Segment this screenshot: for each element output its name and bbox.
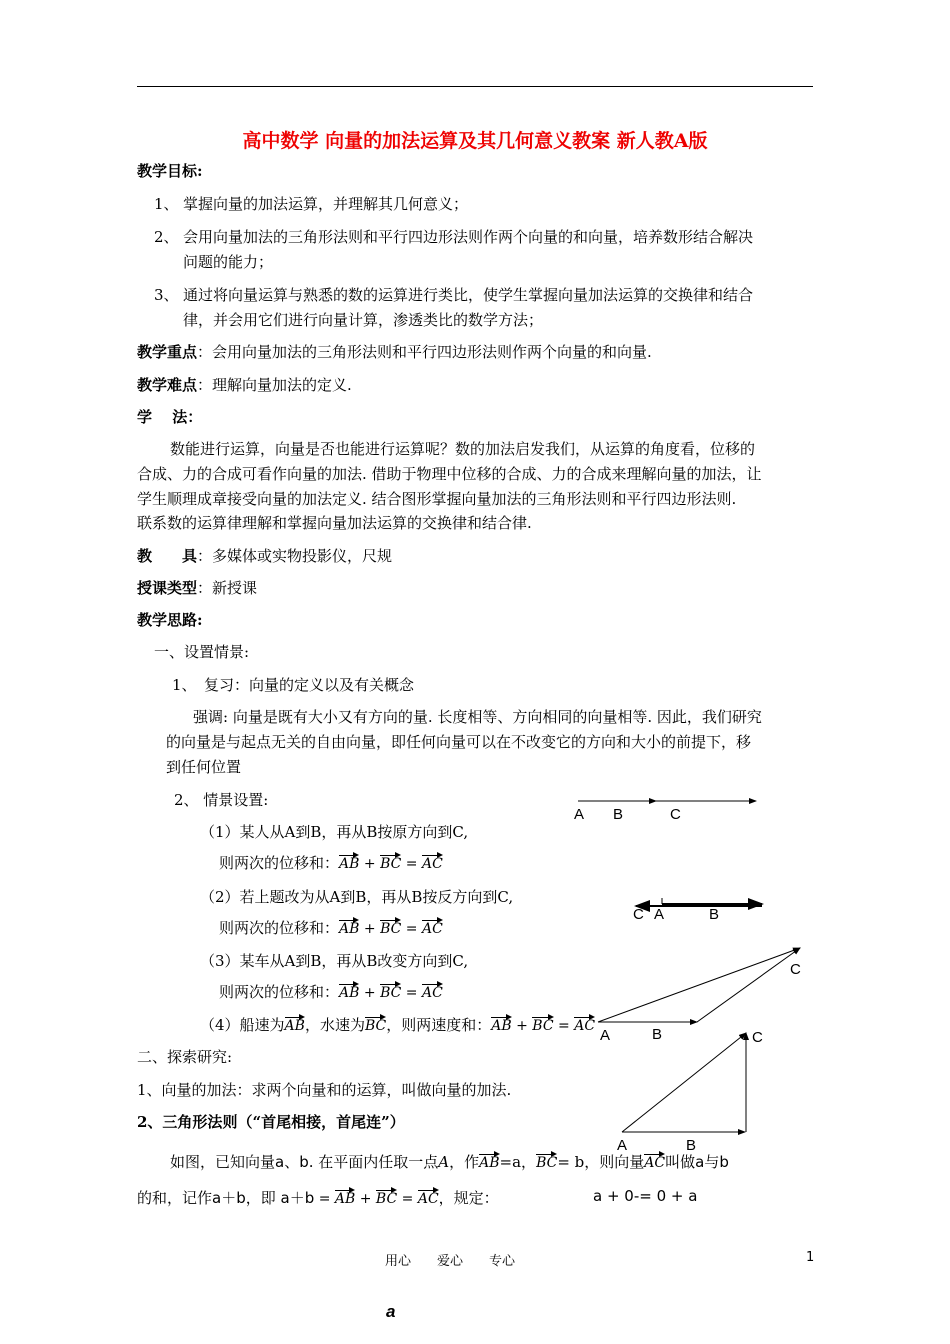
goal-1-num: 1、 (154, 195, 179, 213)
fig4-label-b: B (686, 1137, 697, 1154)
review-line: 1、 复习：向量的定义以及有关概念 (172, 676, 415, 694)
fig3-vector-ac (598, 948, 800, 1022)
triangle-rule: 2、三角形法则（“首尾相接，首尾连”） (137, 1113, 405, 1131)
fig4-label-a: A (617, 1137, 628, 1154)
lesson-type: 授课类型：新授课 (137, 579, 258, 597)
fig3-vector-bc (697, 948, 800, 1022)
zero-vector-rule: a + 0-= 0 + a (593, 1187, 698, 1205)
fig1-label-a: A (574, 806, 585, 823)
goal-1-text: 掌握向量的加法运算，并理解其几何意义； (183, 195, 469, 213)
section1-heading: 一、设置情景: (154, 643, 250, 661)
case-3-question: （3）某车从A到B，再从B改变方向到C, (200, 952, 469, 970)
case-1-question: （1）某人从A到B，再从B按原方向到C, (200, 823, 469, 841)
method-line-4: 联系数的运算律理解和掌握向量加法运算的交换律和结合律. (137, 514, 532, 532)
footer-motto: 用心 爱心 专心 (385, 1254, 516, 1269)
goals-heading: 教学目标: (137, 162, 203, 180)
case-1-result: 则两次的位移和：AB + BC = AC (219, 854, 443, 872)
emphasis-line-3: 到任何位置 (166, 758, 242, 776)
goal-2-text-cont: 问题的能力； (183, 253, 274, 271)
section2-heading: 二、探索研究: (137, 1048, 233, 1066)
page-number: 1 (806, 1250, 815, 1265)
goal-3-num: 3、 (154, 286, 179, 304)
fig2-label-a: A (654, 906, 665, 923)
case-4: （4）船速为AB，水速为BC，则两速度和：AB + BC = AC (200, 1016, 596, 1034)
approach-heading: 教学思路: (137, 611, 203, 629)
fig4-vector-ac (622, 1033, 746, 1132)
goal-3-text-cont: 律，并会用它们进行向量计算，渗透类比的数学方法； (183, 311, 544, 329)
fig1-label-b: B (613, 806, 624, 823)
addition-definition: 1、向量的加法：求两个向量和的运算，叫做向量的加法. (137, 1081, 512, 1099)
case-2-question: （2）若上题改为从A到B，再从B按反方向到C, (200, 888, 514, 906)
fig3-label-a: A (600, 1027, 611, 1044)
page-title: 高中数学 向量的加法运算及其几何意义教案 新人教A版 (242, 130, 708, 152)
method-line-2: 合成、力的合成可看作向量的加法. 借助于物理中位移的合成、力的合成来理解向量的加法，让 (137, 465, 762, 483)
goal-3-text: 通过将向量运算与熟悉的数的运算进行类比，使学生掌握向量加法运算的交换律和结合 (183, 286, 754, 304)
case-3-result: 则两次的位移和：AB + BC = AC (219, 983, 443, 1001)
triangle-rule-para-2: 的和，记作a＋b，即 a＋b = AB + BC = AC，规定： (137, 1189, 499, 1207)
fig3-label-c: C (790, 961, 801, 978)
difficulty: 教学难点：理解向量加法的定义. (137, 376, 352, 394)
goal-2-text: 会用向量加法的三角形法则和平行四边形法则作两个向量的和向量，培养数形结合解决 (183, 228, 754, 246)
key-point: 教学重点：会用向量加法的三角形法则和平行四边形法则作两个向量的和向量. (137, 343, 652, 361)
footer-mark: a (386, 1302, 396, 1321)
method-heading: 学 法： (137, 408, 203, 426)
fig2-label-b: B (709, 906, 720, 923)
method-line-1: 数能进行运算，向量是否也能进行运算呢？数的加法启发我们，从运算的角度看，位移的 (170, 440, 756, 458)
emphasis-line-2: 的向量是与起点无关的自由向量，即任何向量可以在不改变它的方向和大小的前提下，移 (166, 733, 752, 751)
fig4-label-c: C (752, 1029, 763, 1046)
fig2-label-c: C (633, 906, 644, 923)
fig3-label-b: B (652, 1026, 663, 1043)
case-2-result: 则两次的位移和：AB + BC = AC (219, 919, 443, 937)
triangle-rule-para-1: 如图，已知向量a、b. 在平面内任取一点A，作AB=a，BC= b，则向量AC叫做a与b (170, 1153, 729, 1171)
emphasis-line-1: 强调: 向量是既有大小又有方向的量. 长度相等、方向相同的向量相等. 因此，我们研究 (193, 708, 762, 726)
scenario-heading: 2、 情景设置: (174, 791, 269, 809)
tools: 教 具：多媒体或实物投影仪，尺规 (137, 547, 393, 565)
fig1-label-c: C (670, 806, 681, 823)
goal-2-num: 2、 (154, 228, 179, 246)
method-line-3: 学生顺理成章接受向量的加法定义. 结合图形掌握向量加法的三角形法则和平行四边形法则. (137, 490, 737, 508)
